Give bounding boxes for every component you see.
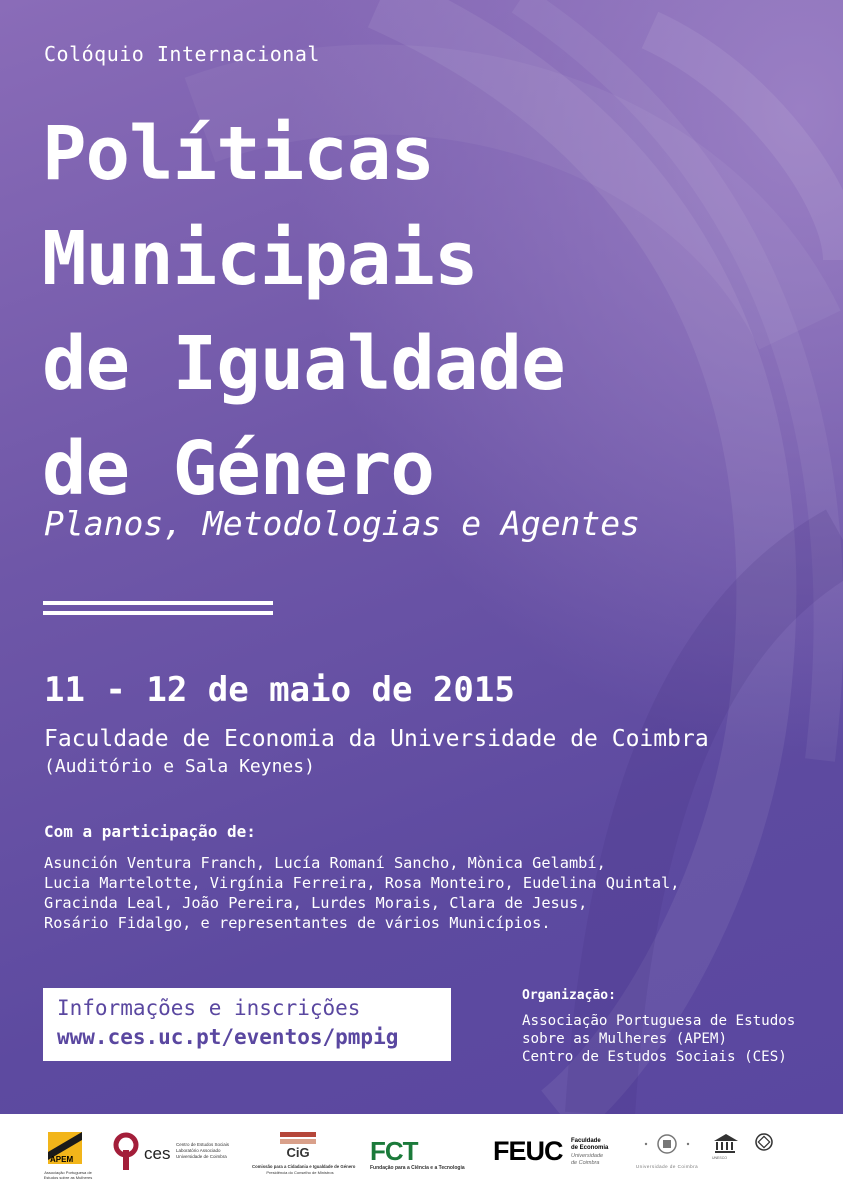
participants-line: Lucia Martelotte, Virgínia Ferreira, Rosa Monteiro, Eudelina Quintal, (44, 874, 680, 892)
organization-heading: Organização: (522, 988, 616, 1003)
participants-line: Rosário Fidalgo, e representantes de vários Municípios. (44, 914, 551, 932)
title-line: de Igualdade (42, 321, 565, 407)
ces-logo (112, 1132, 232, 1180)
apem-wordmark: APEM (50, 1155, 74, 1164)
ces-emblem-icon (112, 1132, 144, 1172)
apem-logo (43, 1130, 93, 1180)
participation-heading: Com a participação de: (44, 822, 256, 841)
divider (43, 611, 273, 615)
feuc-caption-line: Universidade (571, 1153, 604, 1159)
title-line: Municipais (42, 216, 478, 302)
cig-subcaption: Presidência do Conselho de Ministros (266, 1170, 334, 1175)
unesco-logo (712, 1132, 802, 1178)
organization-line: Associação Portuguesa de Estudos (522, 1013, 796, 1029)
event-type: Colóquio Internacional (44, 42, 320, 66)
fct-wordmark: FCT (370, 1136, 418, 1166)
feuc-caption-line: Faculdade (571, 1138, 601, 1144)
cig-stripe (280, 1132, 316, 1137)
feuc-caption-line: de Coimbra (571, 1159, 600, 1166)
event-title (42, 102, 565, 522)
ces-caption (176, 1142, 229, 1160)
feuc-wordmark: FEUC (493, 1136, 563, 1166)
unesco-caption: UNESCO (712, 1156, 727, 1160)
fct-logo (370, 1136, 470, 1176)
event-venue: Faculdade de Economia da Universidade de Coimbra (44, 726, 709, 752)
uc-seal-icon (632, 1132, 702, 1162)
feuc-caption-line: de Economia (571, 1145, 609, 1151)
fct-caption: Fundação para a Ciência e a Tecnologia (370, 1165, 465, 1171)
ces-caption-line: Universidade de Coimbra (176, 1154, 227, 1159)
event-venue-detail: (Auditório e Sala Keynes) (44, 756, 315, 777)
divider (43, 601, 273, 605)
ces-caption-line: Centro de Estudos Sociais (176, 1142, 230, 1147)
title-line: de Género (42, 426, 434, 512)
event-tagline: Planos, Metodologias e Agentes (44, 504, 641, 543)
event-dates: 11 - 12 de maio de 2015 (44, 670, 515, 710)
info-url-link[interactable]: www.ces.uc.pt/eventos/pmpig (57, 1025, 399, 1049)
cig-logo (252, 1130, 356, 1180)
cig-stripe (280, 1139, 316, 1144)
apem-caption: Associação Portuguesa de Estudos sobre as Mulheres (43, 1170, 93, 1180)
participants-line: Asunción Ventura Franch, Lucía Romaní Sancho, Mònica Gelambí, (44, 854, 606, 872)
participants-list (44, 853, 804, 933)
ces-wordmark: ces (144, 1144, 171, 1163)
ces-caption-line: Laboratório Associado (176, 1148, 221, 1153)
uc-caption: Universidade de Coimbra (635, 1164, 699, 1169)
info-label: Informações e inscrições (57, 996, 361, 1020)
cig-caption: Comissão para a Cidadania e Igualdade de Género (252, 1164, 356, 1169)
feuc-caption (571, 1138, 608, 1152)
organization-line: Centro de Estudos Sociais (CES) (522, 1049, 787, 1065)
feuc-logo (493, 1136, 623, 1176)
title-line: Políticas (42, 111, 434, 197)
unesco-temple-icon (712, 1132, 740, 1154)
info-box (43, 988, 451, 1061)
organization-list (522, 1012, 795, 1066)
feuc-caption-university (571, 1153, 603, 1166)
world-heritage-icon (754, 1132, 774, 1152)
organization-line: sobre as Mulheres (APEM) (522, 1031, 727, 1047)
sponsor-footer (0, 1114, 843, 1191)
cig-wordmark: CiG (286, 1145, 310, 1160)
participants-line: Gracinda Leal, João Pereira, Lurdes Morais, Clara de Jesus, (44, 894, 588, 912)
uc-logo (632, 1132, 702, 1176)
